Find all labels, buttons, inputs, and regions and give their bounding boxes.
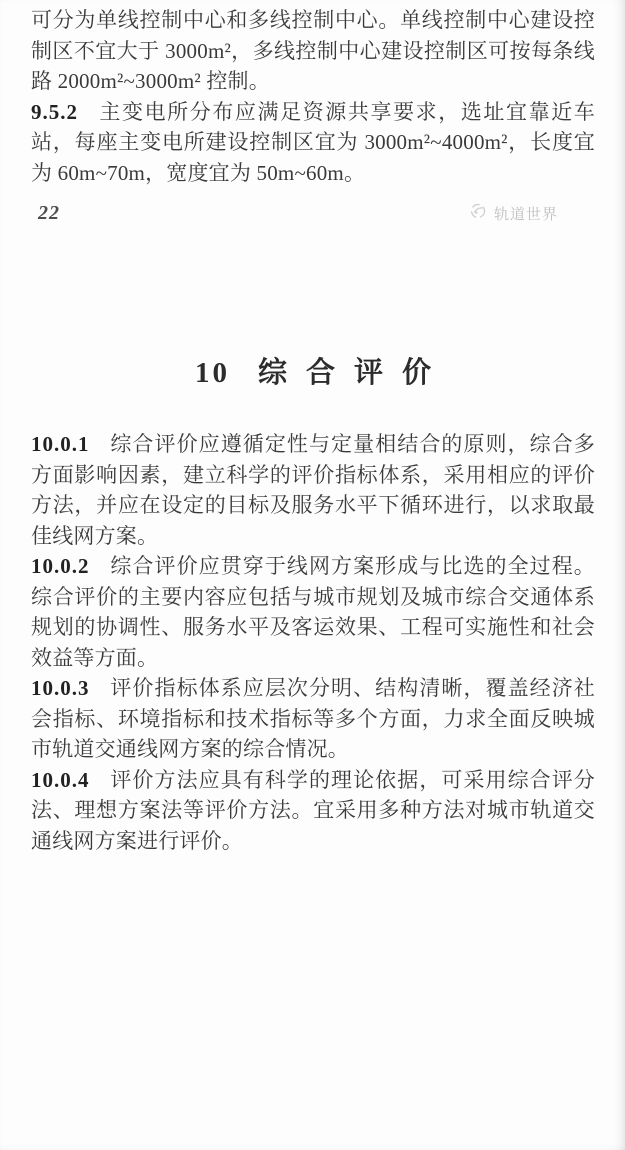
clause-text: 综合评价应遵循定性与定量相结合的原则，综合多方面影响因素，建立科学的评价指标体系，采用相应的评价方法，并应在设定的目标及服务水平下循环进行，以求取最佳线网方案。 [31,432,595,548]
page-number: 22 [38,201,60,224]
clause-text: 主变电所分布应满足资源共享要求，选址宜靠近车站，每座主变电所建设控制区宜为 3000m²~4000m²，长度宜为 60m~70m，宽度宜为 50m~60m。 [31,99,595,185]
rail-world-logo-icon [469,202,487,224]
page-footer [31,201,595,225]
clause-number: 10.0.3 [31,676,90,700]
chapter-heading [31,355,595,391]
watermark [469,202,558,224]
clause-text: 评价方法应具有科学的理论依据，可采用综合评分法、理想方案法等评价方法。宜采用多种方法对城市轨道交通线网方案进行评价。 [31,767,595,853]
clause-10-0-2 [31,551,595,673]
clause-number: 10.0.4 [31,767,90,792]
clause-10-0-3 [31,673,595,765]
clause-text: 评价指标体系应层次分明、结构清晰，覆盖经济社会指标、环境指标和技术指标等多个方面，力求全面反映城市轨道交通线网方案的综合情况。 [31,676,595,761]
clause-10-0-1 [31,429,595,551]
chapter-title: 综合评价 [257,357,450,389]
chapter-clauses [31,429,595,856]
watermark-label: 轨道世界 [493,205,558,223]
clause-number: 9.5.2 [31,99,78,124]
continuation-paragraph: 可分为单线控制中心和多线控制中心。单线控制中心建设控制区不宜大于 3000m²，多线控制中心建设控制区可按每条线路 2000m²~3000m² 控制。 [31,8,595,93]
clause-text: 综合评价应贯穿于线网方案形成与比选的全过程。综合评价的主要内容应包括与城市规划及城市综合交通体系规划的协调性、服务水平及客运效果、工程可实施性和社会效益等方面。 [31,554,595,670]
clause-number: 10.0.1 [31,432,90,456]
clause-9-5-2 [31,97,595,189]
clause-10-0-4 [31,765,595,857]
clause-number: 10.0.2 [31,554,90,578]
chapter-number: 10 [194,357,230,389]
